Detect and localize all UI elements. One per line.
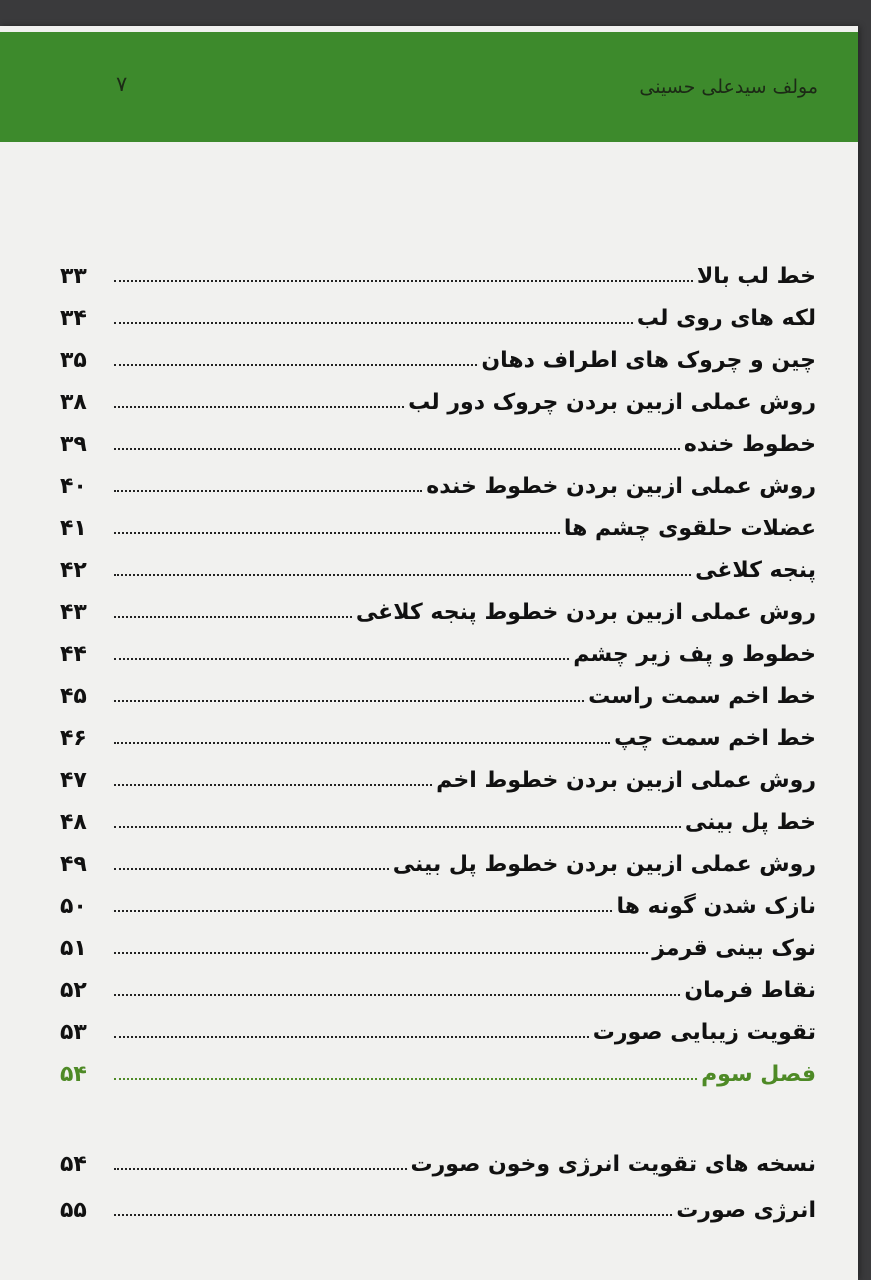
toc-entry [60, 1138, 816, 1178]
toc-dot-leader [114, 490, 422, 492]
toc-entry [60, 628, 816, 668]
toc-entry-page: ۵۰ [60, 894, 87, 919]
toc-entry-page: ۴۹ [60, 852, 87, 877]
toc-dot-leader [114, 406, 404, 408]
header-author: مولف سیدعلی حسینی [639, 76, 818, 98]
toc-entry-page: ۵۵ [60, 1198, 87, 1223]
toc-entry-page: ۴۶ [60, 726, 87, 751]
toc-entry-page: ۳۹ [60, 432, 87, 457]
toc-entry-title: نوک بینی قرمز [652, 936, 816, 961]
toc-entry-page: ۳۸ [60, 390, 87, 415]
toc-entry-page: ۵۱ [60, 936, 87, 961]
toc-entry-title: نازک شدن گونه ها [616, 894, 816, 919]
toc-dot-leader [114, 448, 680, 450]
toc-entry-title: خط اخم سمت راست [588, 684, 816, 709]
toc-dot-leader [114, 532, 560, 534]
toc-entry-title: روش عملی ازبین بردن خطوط خنده [426, 474, 816, 499]
toc-entry [60, 922, 816, 962]
toc-entry-title: خط پل بینی [684, 810, 816, 835]
toc-entry [60, 292, 816, 332]
toc-entry-page: ۴۲ [60, 558, 87, 583]
toc-entry-title: پنجه کلاغی [695, 558, 816, 583]
toc-entry [60, 586, 816, 626]
toc-entry-page: ۴۰ [60, 474, 87, 499]
book-page [0, 26, 858, 1280]
toc-entry-page: ۴۱ [60, 516, 87, 541]
toc-entry-title: خط لب بالا [696, 264, 816, 289]
toc-entry-page: ۵۴ [60, 1062, 87, 1087]
toc-entry-title: روش عملی ازبین بردن خطوط اخم [436, 768, 816, 793]
toc-entry [60, 670, 816, 710]
toc-entry-title: چین و چروک های اطراف دهان [481, 348, 816, 373]
toc-entry [60, 964, 816, 1004]
toc-entry-page: ۴۴ [60, 642, 87, 667]
toc-entry-page: ۵۲ [60, 978, 87, 1003]
toc-entry-title: خطوط و پف زیر چشم [573, 642, 816, 667]
toc-entry-page: ۵۳ [60, 1020, 87, 1045]
toc-dot-leader [114, 868, 389, 870]
toc-entry [60, 250, 816, 290]
toc-entry-title: تقویت زیبایی صورت [592, 1020, 816, 1045]
toc-entry [60, 838, 816, 878]
toc-dot-leader [114, 742, 610, 744]
toc-entry-page: ۴۳ [60, 600, 87, 625]
toc-entry-title: نقاط فرمان [684, 978, 816, 1003]
toc-dot-leader [114, 280, 693, 282]
toc-entry [60, 460, 816, 500]
toc-entry-title: لکه های روی لب [636, 306, 816, 331]
toc-entry [60, 334, 816, 374]
toc-entry-page: ۳۳ [60, 264, 87, 289]
toc-entry [60, 712, 816, 752]
toc-entry-title: خط اخم سمت چپ [614, 726, 816, 751]
toc-entry [60, 754, 816, 794]
toc-dot-leader [114, 322, 633, 324]
toc-dot-leader [114, 1214, 672, 1216]
toc-entry [60, 502, 816, 542]
toc-dot-leader [114, 700, 584, 702]
toc-entry-title: نسخه های تقویت انرژی وخون صورت [410, 1152, 816, 1177]
toc-entry-page: ۴۸ [60, 810, 87, 835]
toc-dot-leader [114, 364, 477, 366]
toc-entry-title: عضلات حلقوی چشم ها [563, 516, 816, 541]
toc-dot-leader [114, 1078, 697, 1080]
toc-entry [60, 376, 816, 416]
toc-dot-leader [114, 910, 612, 912]
toc-dot-leader [114, 616, 352, 618]
toc-dot-leader [114, 1036, 589, 1038]
toc-dot-leader [114, 784, 432, 786]
toc-entry [60, 880, 816, 920]
toc-dot-leader [114, 952, 648, 954]
toc-entry-title: خطوط خنده [683, 432, 816, 457]
toc-entry-title: روش عملی ازبین بردن خطوط پل بینی [392, 852, 816, 877]
header-page-number: ۷ [116, 72, 128, 96]
toc-dot-leader [114, 658, 569, 660]
toc-entry-page: ۴۵ [60, 684, 87, 709]
toc-entry-title: روش عملی ازبین بردن چروک دور لب [408, 390, 816, 415]
toc-dot-leader [114, 574, 691, 576]
toc-entry-title: فصل سوم [701, 1062, 816, 1087]
toc-dot-leader [114, 994, 680, 996]
toc-entry-page: ۳۵ [60, 348, 87, 373]
toc-entry-title: انرژی صورت [676, 1198, 816, 1223]
toc-entry-title: روش عملی ازبین بردن خطوط پنجه کلاغی [355, 600, 816, 625]
table-of-contents [0, 26, 858, 1280]
toc-entry [60, 796, 816, 836]
toc-dot-leader [114, 826, 681, 828]
toc-entry [60, 544, 816, 584]
toc-dot-leader [114, 1168, 407, 1170]
toc-entry-page: ۵۴ [60, 1152, 87, 1177]
toc-entry [60, 418, 816, 458]
toc-entry-page: ۴۷ [60, 768, 87, 793]
toc-entry [60, 1006, 816, 1046]
toc-entry-page: ۳۴ [60, 306, 87, 331]
toc-chapter-heading [60, 1048, 816, 1088]
toc-entry [60, 1184, 816, 1224]
